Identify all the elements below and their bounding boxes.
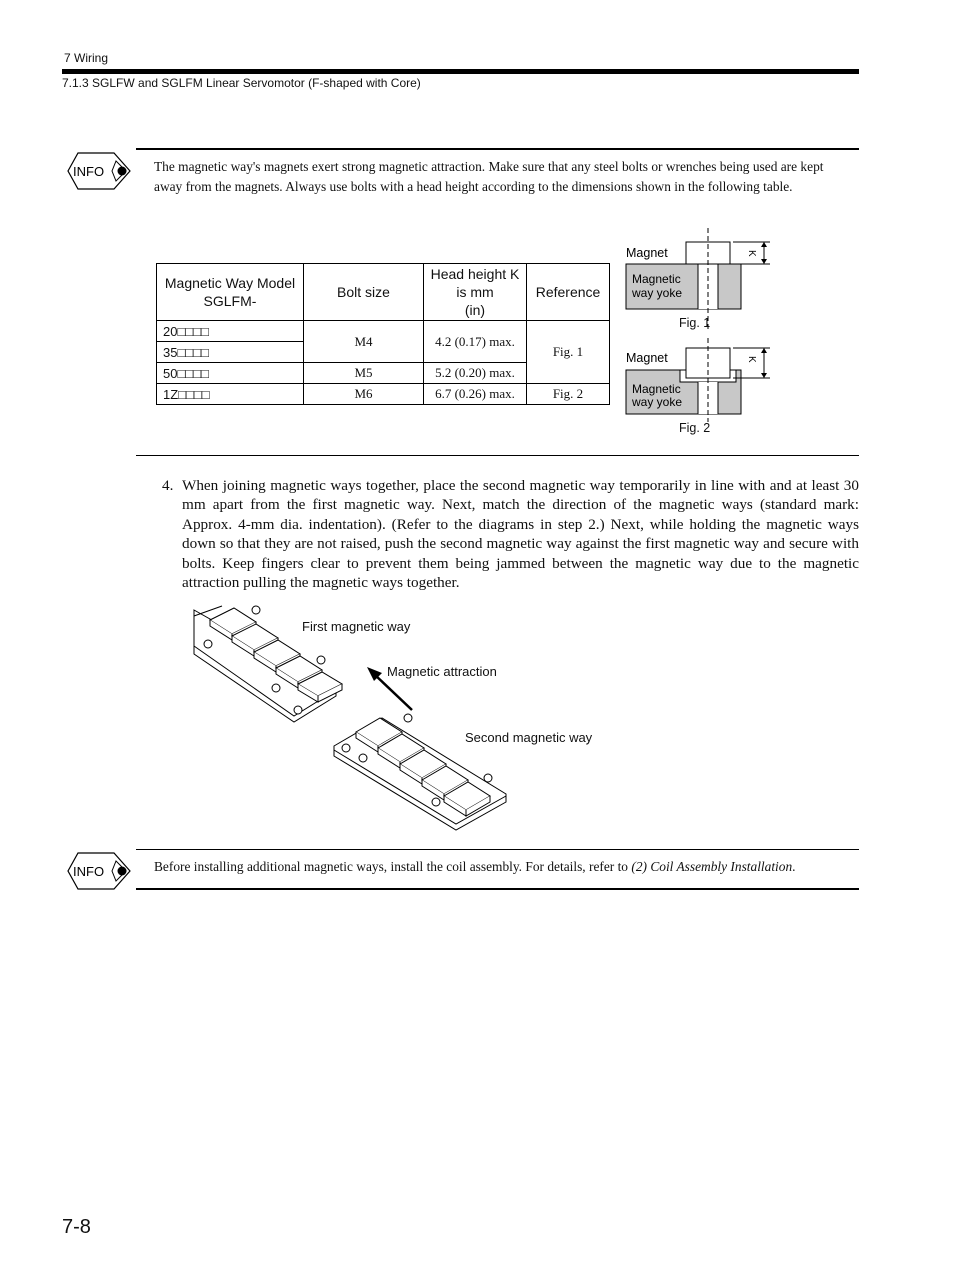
info-label: INFO bbox=[73, 164, 105, 179]
th-ref: Reference bbox=[527, 264, 610, 321]
fig1-magnet-label: Magnet bbox=[626, 246, 668, 260]
first-way-label: First magnetic way bbox=[302, 619, 411, 634]
second-way-label: Second magnetic way bbox=[465, 730, 593, 745]
fig1-yoke-label-line2: way yoke bbox=[632, 286, 683, 300]
model-cell: 20□□□□ bbox=[157, 321, 304, 342]
height-cell: 5.2 (0.20) max. bbox=[424, 363, 527, 384]
model-cell: 1Z□□□□ bbox=[157, 384, 304, 405]
height-cell: 4.2 (0.17) max. bbox=[424, 321, 527, 363]
page-number: 7-8 bbox=[62, 1216, 91, 1238]
bolt-cell: M5 bbox=[304, 363, 424, 384]
attraction-label: Magnetic attraction bbox=[387, 664, 497, 679]
info-icon bbox=[66, 851, 130, 889]
info-icon bbox=[66, 151, 130, 189]
info2-text: Before installing additional magnetic ways, install the coil assembly. For details, refer to (2) Coil Assembly Installation. bbox=[154, 859, 796, 874]
info-label: INFO bbox=[73, 864, 105, 879]
info2-top-rule bbox=[136, 849, 859, 850]
fig1-caption: Fig. 1 bbox=[679, 316, 711, 330]
fig2-yoke-label-line1: Magnetic bbox=[632, 382, 681, 396]
magnetic-ways-diagram bbox=[186, 600, 526, 840]
step-text: When joining magnetic ways together, place the second magnetic way temporarily in line with and at least 30 mm apart from the first magnetic way. Next, match the direction of the magnetic ways (standard mark: Approx. 4-mm dia. indentation). (Refer to the diagrams in step 2.) Next, while holding the magnetic ways down so that they are not raised, push the second magnetic way against the first magnetic way and secure with bolts. Keep fingers clear to prevent them being jammed between the magnetic way due to the magnetic attraction pulling the magnetic ways together. bbox=[182, 477, 859, 592]
info-text: The magnetic way's magnets exert strong magnetic attraction. Make sure that any steel bolts or wrenches being used are kept away from the magnets. Always use bolts with a head height according to the dimensions shown in the following table. bbox=[154, 159, 824, 194]
info-bottom-rule bbox=[136, 455, 859, 456]
bolt-size-table bbox=[156, 263, 610, 405]
step-number: 4. bbox=[162, 477, 174, 494]
fig2-yoke-label-line2: way yoke bbox=[632, 395, 683, 409]
th-model: Magnetic Way Model SGLFM- bbox=[157, 264, 304, 321]
bolt-cell: M6 bbox=[304, 384, 424, 405]
fig1-k-label: K bbox=[746, 250, 757, 257]
th-height: Head height K is mm (in) bbox=[424, 264, 527, 321]
model-cell: 50□□□□ bbox=[157, 363, 304, 384]
coil-assembly-reference: (2) Coil Assembly Installation bbox=[631, 859, 793, 874]
fig1-yoke-label-line1: Magnetic bbox=[632, 272, 681, 286]
th-bolt: Bolt size bbox=[304, 264, 424, 321]
height-cell: 6.7 (0.26) max. bbox=[424, 384, 527, 405]
header-rule bbox=[62, 69, 859, 74]
fig2-diagram bbox=[620, 338, 780, 424]
info-top-rule bbox=[136, 148, 859, 150]
fig2-magnet-label: Magnet bbox=[626, 351, 668, 365]
chapter-header: 7 Wiring bbox=[64, 51, 109, 65]
bolt-cell: M4 bbox=[304, 321, 424, 363]
ref-cell: Fig. 1 bbox=[527, 321, 610, 384]
info2-bottom-rule bbox=[136, 888, 859, 890]
fig2-k-label: K bbox=[746, 356, 757, 363]
section-header: 7.1.3 SGLFW and SGLFM Linear Servomotor (F-shaped with Core) bbox=[62, 76, 421, 90]
fig2-caption: Fig. 2 bbox=[679, 421, 711, 435]
model-cell: 35□□□□ bbox=[157, 342, 304, 363]
ref-cell: Fig. 2 bbox=[527, 384, 610, 405]
